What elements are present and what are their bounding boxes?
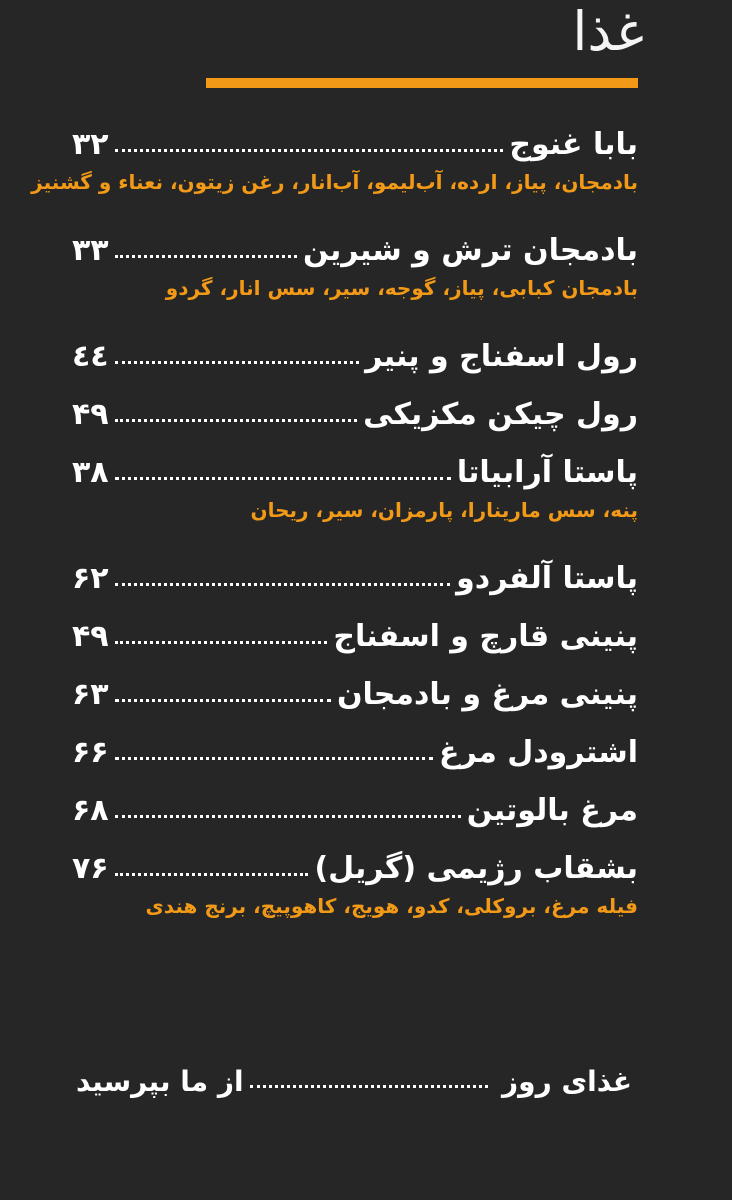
dot-leader xyxy=(115,699,331,702)
menu-item-price: ۶۳ xyxy=(72,677,109,712)
footer-row xyxy=(76,1065,632,1098)
menu-item xyxy=(72,328,638,372)
menu-item-description: بادمجان، پیاز، ارده، آب‌لیمو، آب‌انار، رغن زیتون، نعناء و گشنیز xyxy=(31,170,638,194)
dot-leader xyxy=(115,641,328,644)
menu-item-description: پنه، سس مارینارا، پارمزان، سیر، ریحان xyxy=(250,498,638,522)
menu-item-name: مرغ بالوتین xyxy=(466,793,638,828)
dot-leader xyxy=(115,873,309,876)
page-title: غذا xyxy=(572,0,644,63)
dot-leader xyxy=(115,815,461,818)
menu-item-name: پاستا آرابیاتا xyxy=(456,455,638,490)
dot-leader xyxy=(115,149,504,152)
dot-leader xyxy=(250,1085,488,1088)
dot-leader xyxy=(115,583,451,586)
menu-item xyxy=(72,608,638,652)
menu-item-name: رول چیکن مکزیکی xyxy=(363,397,638,432)
menu-item-price: ۶۸ xyxy=(72,793,109,828)
menu-item-price: ۳۲ xyxy=(72,127,109,162)
dot-leader xyxy=(115,419,357,422)
menu-item-price: ۳۸ xyxy=(72,455,109,490)
menu-item-price: ۴۹ xyxy=(72,397,109,432)
menu-item-price: ٤٤ xyxy=(72,339,109,374)
menu-item-name: پنینی مرغ و بادمجان xyxy=(336,677,638,712)
menu-item xyxy=(72,550,638,594)
menu-item-name: اشترودل مرغ xyxy=(439,735,638,770)
menu-item xyxy=(72,116,638,160)
menu-item xyxy=(72,222,638,266)
dot-leader xyxy=(115,477,451,480)
menu-item-name: بادمجان ترش و شیرین xyxy=(303,233,638,268)
title-underline xyxy=(206,78,638,88)
dot-leader xyxy=(115,255,297,258)
menu-item-name: بابا غنوج xyxy=(509,127,638,162)
menu-item xyxy=(72,386,638,430)
footer-label: غذای روز xyxy=(502,1065,632,1098)
menu-item xyxy=(72,782,638,826)
menu-item-description: فیله مرغ، بروکلی، کدو، هویج، کاهوپیچ، برنج هندی xyxy=(145,894,638,918)
dot-leader xyxy=(115,361,360,364)
menu-item-price: ۳۳ xyxy=(72,233,109,268)
menu-item-price: ۶۶ xyxy=(72,735,109,770)
menu-item-name: پنینی قارچ و اسفناج xyxy=(333,619,638,654)
menu-item-price: ۷۶ xyxy=(72,851,109,886)
menu-item-name: پاستا آلفردو xyxy=(456,561,638,596)
dot-leader xyxy=(115,757,433,760)
menu-item-description: بادمجان کبابی، پیاز، گوجه، سیر، سس انار، گردو xyxy=(165,276,638,300)
menu-item xyxy=(72,444,638,488)
footer-value: از ما بپرسید xyxy=(76,1065,244,1098)
menu-list xyxy=(31,116,638,946)
menu-item xyxy=(72,724,638,768)
menu-item xyxy=(72,840,638,884)
menu-item-price: ۴۹ xyxy=(72,619,109,654)
menu-item-name: رول اسفناج و پنیر xyxy=(365,339,638,374)
menu-item-name: بشقاب رژیمی (گریل) xyxy=(314,851,638,886)
menu-item-price: ۶۲ xyxy=(72,561,109,596)
menu-item xyxy=(72,666,638,710)
